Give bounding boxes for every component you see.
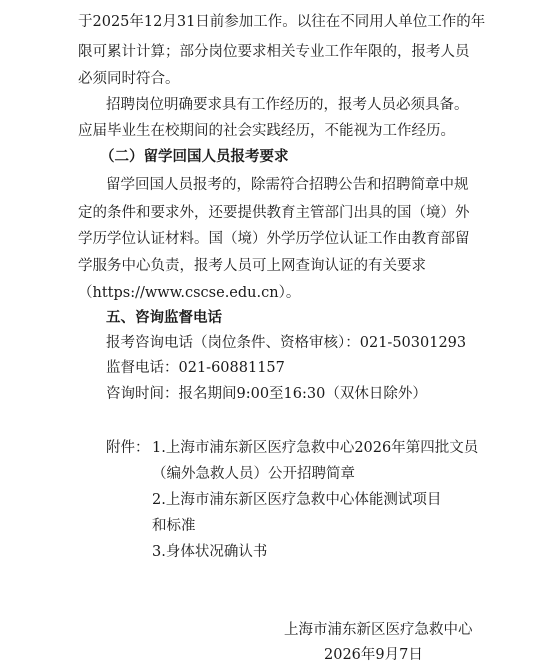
continuation-line-3: 必须同时符合。: [78, 71, 180, 87]
signature-date: 2026年9月7日: [324, 647, 423, 663]
returnees-line-2: 定的条件和要求外，还要提供教育主管部门出具的国（境）外: [78, 205, 470, 221]
continuation-line-1: 于2025年12月31日前参加工作。以往在不同用人单位工作的年: [78, 14, 486, 30]
continuation-line-2: 限可累计计算；部分岗位要求相关专业工作年限的，报考人员: [78, 44, 470, 60]
attachment-item-2-cont: 和标准: [152, 518, 196, 534]
returnees-line-4: 学服务中心负责，报考人员可上网查询认证的有关要求: [78, 258, 426, 274]
returnees-line-1: 留学回国人员报考的，除需符合招聘公告和招聘简章中规: [106, 177, 469, 193]
attachment-item-1: 1.上海市浦东新区医疗急救中心2026年第四批文员: [152, 440, 479, 456]
consult-phone: 报考咨询电话（岗位条件、资格审核）：021-50301293: [106, 335, 467, 351]
signature-org: 上海市浦东新区医疗急救中心: [284, 622, 473, 638]
attachment-item-1-cont: （编外急救人员）公开招聘简章: [152, 466, 355, 482]
section-returnees-heading: （二）留学回国人员报考要求: [100, 148, 289, 165]
section-contact-heading: 五、咨询监督电话: [106, 309, 222, 326]
returnees-line-3: 学历学位认证材料。国（境）外学历学位认证工作由教育部留: [78, 231, 470, 247]
returnees-line-5: （https://www.cscse.edu.cn）。: [78, 285, 301, 301]
attachments-label: 附件：: [106, 440, 150, 456]
attachment-item-3: 3.身体状况确认书: [152, 544, 268, 560]
consult-time: 咨询时间：报名期间9:00至16:30（双休日除外）: [106, 386, 427, 402]
experience-line-2: 应届毕业生在校期间的社会实践经历，不能视为工作经历。: [78, 123, 455, 139]
attachment-item-2: 2.上海市浦东新区医疗急救中心体能测试项目: [152, 492, 442, 508]
supervise-phone: 监督电话：021-60881157: [106, 360, 285, 376]
experience-line-1: 招聘岗位明确要求具有工作经历的，报考人员必须具备。: [106, 97, 469, 113]
